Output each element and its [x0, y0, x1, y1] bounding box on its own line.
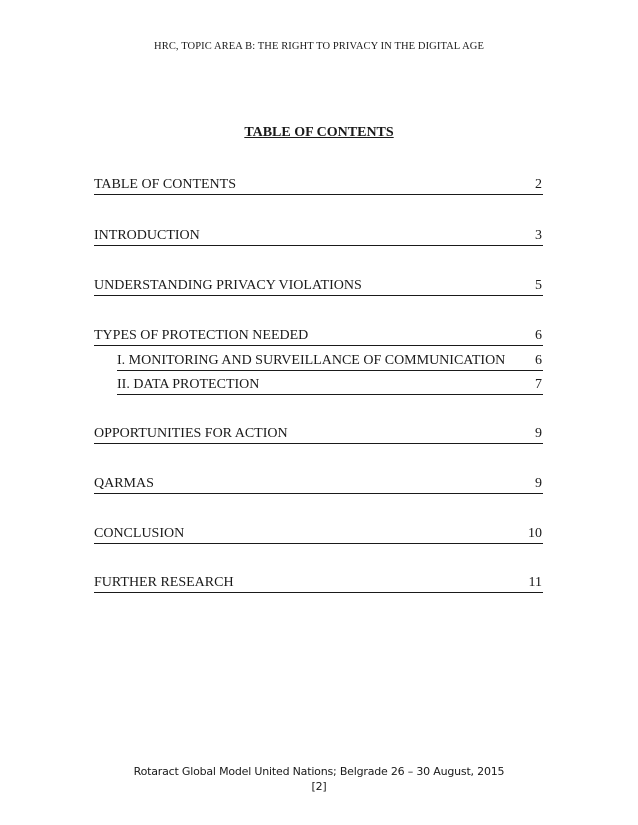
toc-entry-page: 6: [535, 328, 542, 343]
toc-entry-understanding-privacy-violations[interactable]: [94, 277, 543, 296]
toc-entry-page: 10: [528, 526, 542, 541]
page-footer: [0, 764, 638, 794]
toc-entry-label: TYPES OF PROTECTION NEEDED: [94, 328, 309, 343]
toc-entry-opportunities-for-action[interactable]: [94, 425, 543, 444]
toc-entry-label: UNDERSTANDING PRIVACY VIOLATIONS: [94, 278, 362, 293]
toc-entry-page: 3: [535, 228, 542, 243]
toc-entry-page: 7: [535, 377, 542, 392]
toc-entry-page: 2: [535, 177, 542, 192]
toc-entry-label: I. MONITORING AND SURVEILLANCE OF COMMUNICATION: [117, 353, 506, 368]
toc-entry-label: QARMAS: [94, 476, 154, 491]
toc-entry-label: II. DATA PROTECTION: [117, 377, 260, 392]
toc-entry-types-of-protection-needed[interactable]: [94, 327, 543, 346]
footer-page-number: [2]: [311, 780, 327, 793]
toc-entry-label: TABLE OF CONTENTS: [94, 177, 236, 192]
toc-entry-page: 9: [535, 476, 542, 491]
toc-title: TABLE OF CONTENTS: [244, 125, 394, 140]
toc-entry-page: 6: [535, 353, 542, 368]
toc-entry-page: 5: [535, 278, 542, 293]
toc-entry-label: OPPORTUNITIES FOR ACTION: [94, 426, 288, 441]
toc-entry-page: 11: [528, 575, 542, 590]
toc-entry-data-protection[interactable]: [117, 376, 543, 395]
toc-entry-conclusion[interactable]: [94, 525, 543, 544]
toc-entry-label: INTRODUCTION: [94, 228, 200, 243]
toc-entry-monitoring-and-surveillance[interactable]: [117, 352, 543, 371]
toc-entry-qarmas[interactable]: [94, 475, 543, 494]
toc-entry-label: FURTHER RESEARCH: [94, 575, 234, 590]
toc-entry-label: CONCLUSION: [94, 526, 185, 541]
footer-event-line: Rotaract Global Model United Nations; Belgrade 26 – 30 August, 2015: [133, 765, 505, 778]
running-header: HRC, TOPIC AREA B: THE RIGHT TO PRIVACY IN THE DIGITAL AGE: [154, 41, 484, 52]
toc-entry-introduction[interactable]: [94, 227, 543, 246]
toc-entry-page: 9: [535, 426, 542, 441]
toc-entry-further-research[interactable]: [94, 574, 543, 593]
toc-entry-table-of-contents[interactable]: [94, 176, 543, 195]
